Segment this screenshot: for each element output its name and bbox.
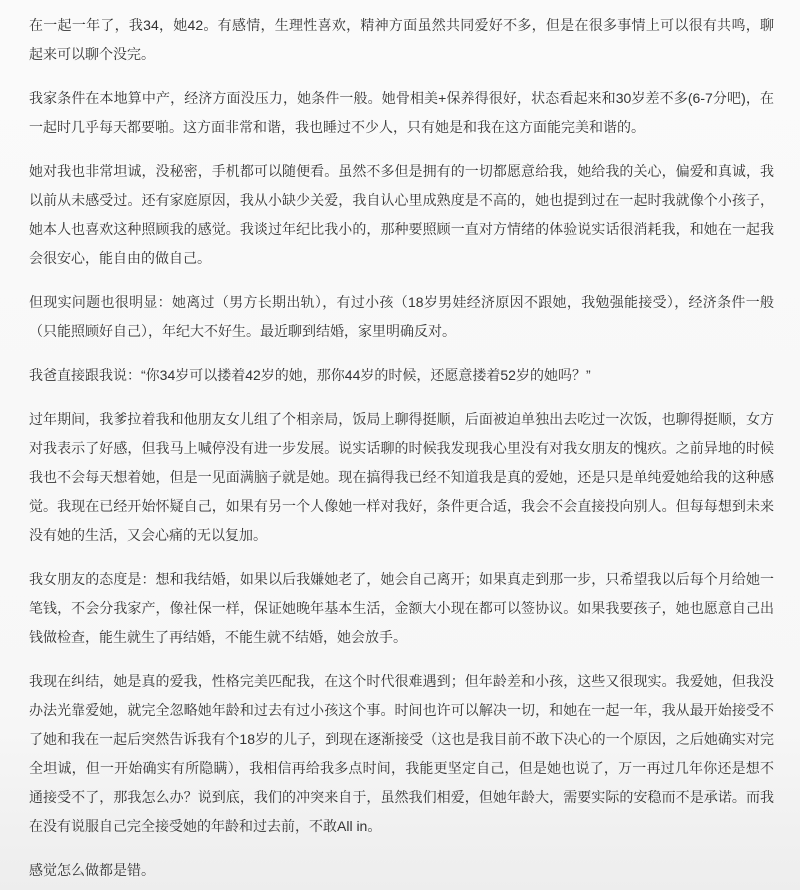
- post-paragraph: 但现实问题也很明显：她离过（男方长期出轨），有过小孩（18岁男娃经济原因不跟她，我勉强能接受），经济条件一般（只能照顾好自己），年纪大不好生。最近聊到结婚，家里明确反对。: [29, 294, 774, 339]
- post-paragraph: 我女朋友的态度是：想和我结婚，如果以后我嫌她老了，她会自己离开；如果真走到那一步，只希望我以后每个月给她一笔钱，不会分我家产，像社保一样，保证她晚年基本生活，金额大小现在都可以签协议。如果我要孩子，她也愿意自己出钱做检查，能生就生了再结婚，不能生就不结婚，她会放手。: [29, 571, 774, 645]
- post-paragraph-closing: 感觉怎么做都是错。: [29, 862, 155, 878]
- post-paragraph: 我家条件在本地算中产，经济方面没压力，她条件一般。她骨相美+保养得很好，状态看起来和30岁差不多(6-7分吧)，在一起时几乎每天都要啪。这方面非常和谐，我也睡过不少人，只有她是和我在这方面能完美和谐的。: [29, 90, 774, 135]
- post-paragraph: 在一起一年了，我34，她42。有感情，生理性喜欢，精神方面虽然共同爱好不多，但是在很多事情上可以很有共鸣，聊起来可以聊个没完。: [29, 17, 774, 62]
- post-paragraph: 我现在纠结，她是真的爱我，性格完美匹配我，在这个时代很难遇到；但年龄差和小孩，这些又很现实。我爱她，但我没办法光靠爱她，就完全忽略她年龄和过去有过小孩这个事。时间也许可以解决一切，和她在一起一年，我从最开始接受不了她和我在一起后突然告诉我有个18岁的儿子，到现在逐渐接受（这也是我目前不敢下决心的一个原因，之后她确实对完全坦诚，但一开始确实有所隐瞒），我相信再给我多点时间，我能更坚定自己，但是她也说了，万一再过几年你还是想不通接受不了，那我怎么办？说到底，我们的冲突来自于，虽然我们相爱，但她年龄大，需要实际的安稳而不是承诺。而我在没有说服自己完全接受她的年龄和过去前，不敢All in。: [29, 673, 774, 834]
- post-paragraph-father-quote: 我爸直接跟我说：“你34岁可以搂着42岁的她，那你44岁的时候，还愿意搂着52岁的她吗？”: [29, 367, 591, 383]
- post-paragraph: 过年期间，我爹拉着我和他朋友女儿组了个相亲局，饭局上聊得挺顺，后面被迫单独出去吃过一次饭，也聊得挺顺，女方对我表示了好感，但我马上喊停没有进一步发展。说实话聊的时候我发现我心里没有对我女朋友的愧疚。之前异地的时候我也不会每天想着她，但是一见面满脑子就是她。现在搞得我已经不知道我是真的爱她，还是只是单纯爱她给我的这种感觉。我现在已经开始怀疑自己，如果有另一个人像她一样对我好，条件更合适，我会不会直接投向别人。但每每想到未来没有她的生活，又会心痛的无以复加。: [29, 411, 774, 543]
- post-paragraph: 她对我也非常坦诚，没秘密，手机都可以随便看。虽然不多但是拥有的一切都愿意给我，她给我的关心，偏爱和真诚，我以前从未感受过。还有家庭原因，我从小缺少关爱，我自认心里成熟度是不高的，她也提到过在一起时我就像个小孩子，她本人也喜欢这种照顾我的感觉。我谈过年纪比我小的，那种要照顾一直对方情绪的体验说实话很消耗我，和她在一起我会很安心，能自由的做自己。: [29, 163, 774, 266]
